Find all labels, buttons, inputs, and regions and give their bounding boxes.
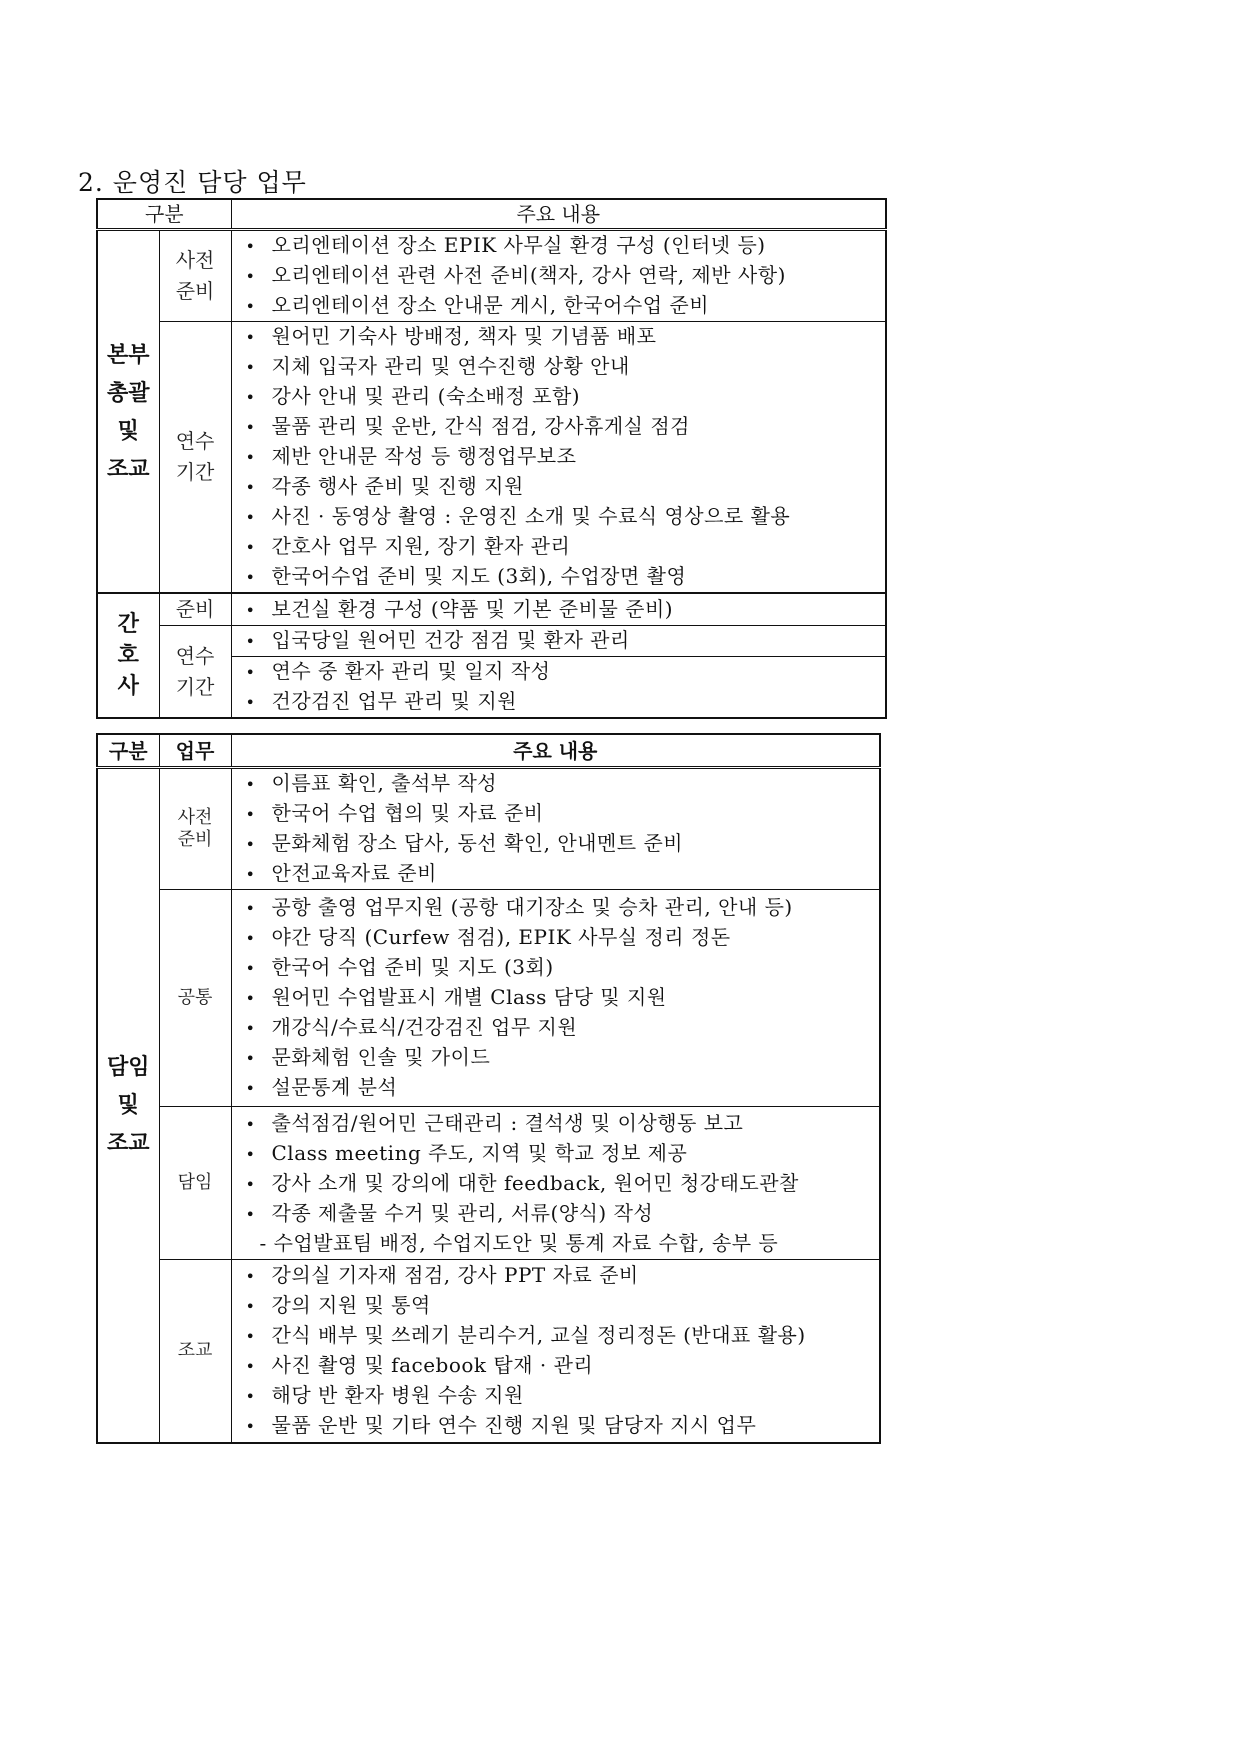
duty-item: • 사진 · 동영상 촬영 : 운영진 소개 및 수료식 영상으로 활용 bbox=[246, 502, 885, 532]
table-row bbox=[97, 1107, 880, 1260]
duty-item: • 보건실 환경 구성 (약품 및 기본 준비물 준비) bbox=[246, 595, 885, 625]
table-row bbox=[97, 593, 886, 626]
duty-item: • 한국어 수업 준비 및 지도 (3회) bbox=[246, 953, 880, 983]
duty-item: • 강사 안내 및 관리 (숙소배정 포함) bbox=[246, 382, 885, 412]
duty-item: • 문화체험 장소 답사, 동선 확인, 안내멘트 준비 bbox=[246, 829, 880, 859]
duty-item: • 이름표 확인, 출석부 작성 bbox=[246, 769, 880, 799]
duty-subitem: - 수업발표팀 배정, 수업지도안 및 통계 자료 수합, 송부 등 bbox=[259, 1230, 779, 1255]
duty-item: • 강사 소개 및 강의에 대한 feedback, 원어민 청강태도관찰 bbox=[246, 1169, 880, 1199]
duty-item: • 간식 배부 및 쓰레기 분리수거, 교실 정리정돈 (반대표 활용) bbox=[246, 1321, 880, 1351]
duty-list bbox=[232, 1261, 880, 1441]
subcategory-cell: 연수 기간 bbox=[159, 626, 231, 719]
duty-item: • 각종 행사 준비 및 진행 지원 bbox=[246, 472, 885, 502]
header-content: 주요 내용 bbox=[231, 199, 886, 230]
duty-item: • 한국어 수업 협의 및 자료 준비 bbox=[246, 799, 880, 829]
duty-list bbox=[232, 893, 880, 1103]
duty-item: • 각종 제출물 수거 및 관리, 서류(양식) 작성 bbox=[246, 1199, 880, 1229]
duty-item: • 사진 촬영 및 facebook 탑재 · 관리 bbox=[246, 1351, 880, 1381]
header-category: 구분 bbox=[97, 199, 231, 230]
subcategory-cell: 사전 준비 bbox=[159, 230, 231, 322]
duty-item: • 원어민 기숙사 방배정, 책자 및 기념품 배포 bbox=[246, 322, 885, 352]
duty-item: • 한국어수업 준비 및 지도 (3회), 수업장면 촬영 bbox=[246, 562, 885, 592]
duty-item: • 건강검진 업무 관리 및 지원 bbox=[246, 687, 885, 717]
duty-item: • 입국당일 원어민 건강 점검 및 환자 관리 bbox=[246, 626, 885, 656]
staff-duty-table-1 bbox=[96, 198, 887, 719]
duty-item: • 오리엔테이션 장소 안내문 게시, 한국어수업 준비 bbox=[246, 291, 885, 321]
table-row bbox=[97, 1260, 880, 1443]
duty-item: • 강의 지원 및 통역 bbox=[246, 1291, 880, 1321]
subcategory-cell: 사전 준비 bbox=[159, 768, 231, 890]
duty-list bbox=[232, 1109, 880, 1258]
duty-item: • 연수 중 환자 관리 및 일지 작성 bbox=[246, 657, 885, 687]
duty-item: • 야간 당직 (Curfew 점검), EPIK 사무실 정리 정돈 bbox=[246, 923, 880, 953]
duty-item: • 원어민 수업발표시 개별 Class 담당 및 지원 bbox=[246, 983, 880, 1013]
category-cell: 담임 및 조교 bbox=[97, 768, 159, 1443]
table-row bbox=[97, 768, 880, 890]
duty-item: • 안전교육자료 준비 bbox=[246, 859, 880, 889]
table-row bbox=[97, 230, 886, 322]
duty-item: • 공항 출영 업무지원 (공항 대기장소 및 승차 관리, 안내 등) bbox=[246, 893, 880, 923]
subcategory-cell: 준비 bbox=[159, 593, 231, 626]
subcategory-cell: 연수 기간 bbox=[159, 322, 231, 594]
duty-item: • Class meeting 주도, 지역 및 학교 정보 제공 bbox=[246, 1139, 880, 1169]
duty-item: • 문화체험 인솔 및 가이드 bbox=[246, 1043, 880, 1073]
duty-list bbox=[232, 626, 885, 656]
category-cell: 간 호 사 bbox=[97, 593, 159, 718]
duty-item: • 지체 입국자 관리 및 연수진행 상황 안내 bbox=[246, 352, 885, 382]
duty-list bbox=[232, 231, 885, 321]
header-content: 주요 내용 bbox=[231, 734, 880, 768]
duty-list bbox=[232, 595, 885, 625]
duty-item: • 간호사 업무 지원, 장기 환자 관리 bbox=[246, 532, 885, 562]
duty-item: • 물품 관리 및 운반, 간식 점검, 강사휴게실 점검 bbox=[246, 412, 885, 442]
table-row bbox=[97, 890, 880, 1107]
duty-item: • 제반 안내문 작성 등 행정업무보조 bbox=[246, 442, 885, 472]
duty-item: • 해당 반 환자 병원 수송 지원 bbox=[246, 1381, 880, 1411]
duty-list bbox=[232, 769, 880, 889]
table-header-row bbox=[97, 199, 886, 230]
duty-item: • 설문통계 분석 bbox=[246, 1073, 880, 1103]
duty-list bbox=[232, 657, 885, 717]
duty-item: • 강의실 기자재 점검, 강사 PPT 자료 준비 bbox=[246, 1261, 880, 1291]
duty-item: • 오리엔테이션 관련 사전 준비(책자, 강사 연락, 제반 사항) bbox=[246, 261, 885, 291]
table-header-row bbox=[97, 734, 880, 768]
staff-duty-table-2 bbox=[96, 733, 881, 1444]
subcategory-cell: 공통 bbox=[159, 890, 231, 1107]
subcategory-cell: 조교 bbox=[159, 1260, 231, 1443]
table-row bbox=[97, 626, 886, 657]
header-category: 구분 bbox=[97, 734, 159, 768]
category-cell: 본부 총괄 및 조교 bbox=[97, 230, 159, 594]
duty-item: • 물품 운반 및 기타 연수 진행 지원 및 담당자 지시 업무 bbox=[246, 1411, 880, 1441]
subcategory-cell: 담임 bbox=[159, 1107, 231, 1260]
header-task: 업무 bbox=[159, 734, 231, 768]
duty-item: • 출석점검/원어민 근태관리 : 결석생 및 이상행동 보고 bbox=[246, 1109, 880, 1139]
duty-item: • 오리엔테이션 장소 EPIK 사무실 환경 구성 (인터넷 등) bbox=[246, 231, 885, 261]
table-row bbox=[97, 322, 886, 594]
duty-list bbox=[232, 322, 885, 592]
section-title: 2. 운영진 담당 업무 bbox=[78, 167, 307, 197]
duty-item: • 개강식/수료식/건강검진 업무 지원 bbox=[246, 1013, 880, 1043]
